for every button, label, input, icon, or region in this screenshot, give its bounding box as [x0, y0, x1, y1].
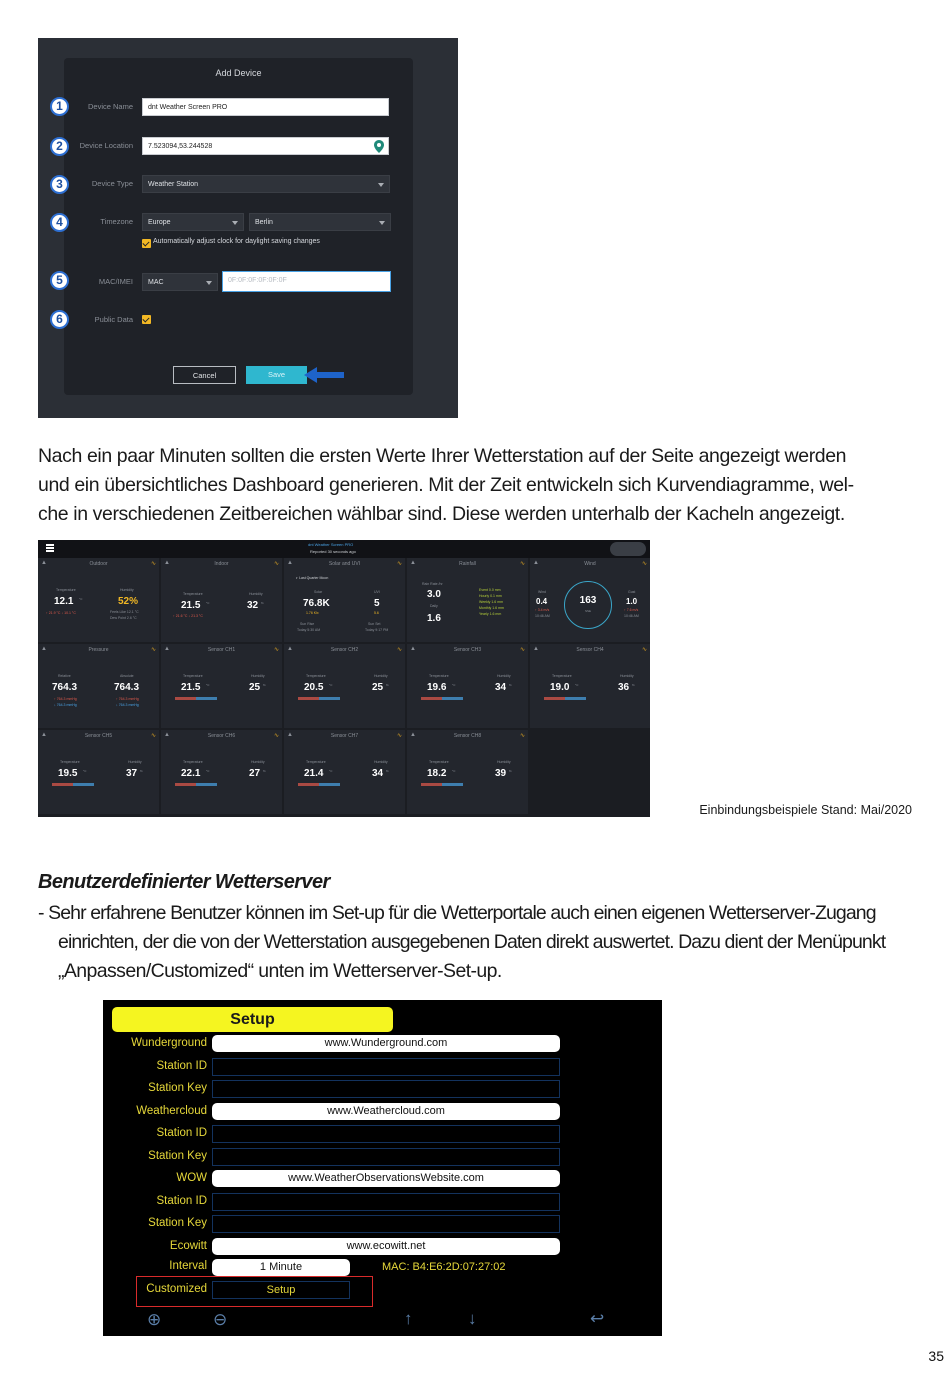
temp-label: Temperature — [552, 674, 572, 678]
temp-unit: °C — [206, 769, 210, 773]
absolute-min: ↓ 764.3 mmHg — [116, 703, 139, 707]
setup-row-label: Ecowitt — [169, 1239, 207, 1252]
temp-unit: °C — [206, 683, 210, 687]
chart-icon[interactable]: ∿ — [641, 647, 647, 653]
chart-icon[interactable]: ∿ — [519, 647, 525, 653]
temp-unit: °C — [329, 769, 333, 773]
tile-title: Sensor CH3 — [453, 647, 482, 653]
tile-title: Sensor CH7 — [330, 733, 359, 739]
server-url-field[interactable]: www.Weathercloud.com — [212, 1103, 560, 1120]
setup-title: Setup — [112, 1007, 393, 1032]
station-field[interactable] — [212, 1058, 560, 1076]
humidity-value: 34 — [372, 768, 384, 779]
gust-value: 1.0 — [626, 597, 638, 606]
tile-solar-uvi[interactable] — [284, 558, 405, 642]
tile-sensor-ch4[interactable] — [530, 644, 650, 728]
location-pin-icon[interactable] — [374, 140, 384, 153]
paragraph-line-3: che in verschiedenen Zeitbereichen wählbar sind. Diese werden unterhalb der Kacheln angezeigt. — [38, 503, 845, 525]
relative-value: 764.3 — [52, 682, 78, 693]
temp-range-bar — [298, 697, 340, 700]
gust-max: ↑ 7.6 m/s — [624, 608, 639, 612]
tile-sensor-ch6[interactable] — [161, 730, 282, 814]
tile-outdoor[interactable] — [38, 558, 159, 642]
wind-direction: 163 — [579, 595, 597, 606]
paragraph-line-2: und ein übersichtliches Dashboard generieren. Mit der Zeit entwickeln sich Kurvendiagramme, wel- — [38, 474, 854, 496]
dialog-title: Add Device — [215, 68, 262, 78]
public-data-checkbox[interactable] — [142, 315, 151, 324]
humidity-value: 25 — [249, 682, 261, 693]
server-url-field[interactable]: www.WeatherObservationsWebsite.com — [212, 1170, 560, 1187]
chart-icon[interactable]: ∿ — [396, 561, 402, 567]
station-field[interactable] — [212, 1125, 560, 1143]
step-badge-1: 1 — [50, 97, 69, 116]
bell-icon[interactable]: ▲ — [164, 646, 170, 652]
humidity-label: Humidity — [374, 760, 388, 764]
step-badge-3: 3 — [50, 175, 69, 194]
timezone-region-select[interactable] — [142, 213, 244, 231]
add-device-screenshot — [38, 38, 458, 418]
temp-unit: °C — [83, 769, 87, 773]
temp-range: ↑ 21.6 °C ↓ 21.3 °C — [173, 614, 203, 618]
temp-range-bar — [544, 697, 586, 700]
reported-time: Reported 30 seconds ago — [310, 549, 356, 554]
relative-label: Relative — [58, 674, 71, 678]
setup-row-label: WOW — [176, 1172, 207, 1184]
chart-icon[interactable]: ∿ — [519, 733, 525, 739]
dew-point: Dew Point 2.6 °C — [110, 616, 137, 620]
tile-title: Outdoor — [89, 561, 108, 567]
sunrise-label: Sun Rise — [300, 622, 315, 626]
temp-label: Temperature — [429, 674, 449, 678]
humidity-value: 27 — [249, 768, 261, 779]
tile-sensor-ch8[interactable] — [407, 730, 528, 814]
temp-unit: °C — [329, 683, 333, 687]
temp-value: 22.1 — [181, 768, 201, 779]
temp-value: 20.5 — [304, 682, 324, 693]
chart-icon[interactable]: ∿ — [150, 561, 156, 567]
rain-rate-value: 3.0 — [427, 589, 441, 600]
solar-value: 76.8K — [303, 598, 330, 609]
temp-label: Temperature — [56, 588, 76, 592]
image-caption: Einbindungsbeispiele Stand: Mai/2020 — [699, 803, 912, 817]
timezone-region-value: Europe — [148, 219, 171, 226]
step-badge-2: 2 — [50, 137, 69, 156]
humidity-label: Humidity — [497, 674, 511, 678]
tile-sensor-ch1[interactable] — [161, 644, 282, 728]
public-data-label: Public Data — [94, 315, 133, 324]
bell-icon[interactable]: ▲ — [41, 732, 47, 738]
gust-max-time: 10:46 AM — [624, 614, 639, 618]
bullet-line-3: „Anpassen/Customized“ unten im Wetterserver-Set-up. — [58, 960, 502, 982]
bell-icon[interactable]: ▲ — [410, 646, 416, 652]
station-field[interactable] — [212, 1080, 560, 1098]
chart-icon[interactable]: ∿ — [150, 733, 156, 739]
uvi-value: 5 — [374, 598, 380, 609]
relative-min: ↓ 764.3 mmHg — [54, 703, 77, 707]
location-value: 7.523094,53.244528 — [148, 143, 213, 150]
wind-max: ↑ 3.4 m/s — [535, 608, 550, 612]
tile-title: Sensor CH1 — [207, 647, 236, 653]
humidity-value: 52% — [118, 596, 139, 607]
temp-label: Temperature — [429, 760, 449, 764]
chevron-down-icon — [378, 183, 384, 187]
humidity-label: Humidity — [251, 760, 265, 764]
menu-icon[interactable] — [46, 544, 54, 546]
humidity-unit: % — [386, 769, 389, 773]
tile-title: Rainfall — [459, 561, 476, 567]
bell-icon[interactable]: ▲ — [41, 646, 47, 652]
temp-value: 21.5 — [181, 682, 201, 693]
humidity-label: Humidity — [374, 674, 388, 678]
temp-label: Temperature — [183, 674, 203, 678]
rain-daily-label: Daily — [430, 604, 438, 608]
setup-row-label: Station ID — [156, 1194, 207, 1207]
absolute-value: 764.3 — [114, 682, 140, 693]
relative-max: ↑ 764.3 mmHg — [54, 697, 77, 701]
dashboard-topbar — [38, 540, 650, 558]
temp-value: 21.4 — [304, 768, 324, 779]
wind-value: 0.4 — [536, 597, 548, 606]
moon-phase: ◐ Last Quarter Moon — [296, 576, 329, 580]
mac-address: MAC: B4:E6:2D:07:27:02 — [382, 1261, 506, 1273]
station-field[interactable] — [212, 1215, 560, 1233]
uvi-label: UVI — [374, 590, 380, 594]
server-url-field[interactable]: www.Wunderground.com — [212, 1035, 560, 1052]
bell-icon[interactable]: ▲ — [533, 560, 539, 566]
chart-icon[interactable]: ∿ — [273, 561, 279, 567]
device-name-label: Device Name — [87, 102, 133, 111]
setup-row-label: Station Key — [148, 1082, 207, 1094]
station-field[interactable] — [212, 1148, 560, 1166]
temp-range-bar — [298, 783, 340, 786]
temp-label: Temperature — [306, 760, 326, 764]
moon-phase-text: Last Quarter Moon — [299, 576, 329, 580]
customized-setup-button[interactable]: Setup — [212, 1281, 350, 1299]
bell-icon[interactable]: ▲ — [533, 646, 539, 652]
temp-range-bar — [421, 783, 463, 786]
humidity-value: 25 — [372, 682, 384, 693]
dst-label: Automatically adjust clock for daylight saving changes — [153, 238, 320, 245]
cancel-button[interactable]: Cancel — [173, 366, 236, 384]
bell-icon[interactable]: ▲ — [41, 560, 47, 566]
tile-title: Sensor CH6 — [207, 733, 236, 739]
tile-sensor-ch7[interactable] — [284, 730, 405, 814]
timezone-label: Timezone — [100, 217, 133, 226]
bell-icon[interactable]: ▲ — [410, 560, 416, 566]
paragraph-line-1: Nach ein paar Minuten sollten die ersten Werte Ihrer Wetterstation auf der Seite angezeigt werden — [38, 445, 847, 467]
temp-value: 12.1 — [54, 596, 74, 607]
tile-sensor-ch2[interactable] — [284, 644, 405, 728]
temp-label: Temperature — [60, 760, 80, 764]
temp-value: 19.5 — [58, 768, 78, 779]
chart-icon[interactable]: ∿ — [396, 647, 402, 653]
humidity-unit: % — [386, 683, 389, 687]
temp-unit: °C — [575, 683, 579, 687]
humidity-unit: % — [263, 683, 266, 687]
mac-type-select[interactable] — [142, 273, 218, 291]
humidity-label: Humidity — [120, 588, 134, 592]
tile-title: Sensor CH4 — [576, 647, 604, 653]
chart-icon[interactable]: ∿ — [150, 647, 156, 653]
temp-range-bar — [175, 783, 217, 786]
tile-title: Pressure — [88, 647, 109, 653]
device-type-select[interactable] — [142, 175, 390, 193]
temp-label: Temperature — [183, 760, 203, 764]
interval-select[interactable]: 1 Minute — [212, 1259, 350, 1276]
chart-icon[interactable]: ∿ — [519, 561, 525, 567]
interval-label: Interval — [169, 1260, 207, 1272]
temp-range-bar — [175, 697, 217, 700]
rain-monthly: Monthly 1.6 mm — [479, 606, 504, 610]
feels-like: Feels Like 12.1 °C — [110, 610, 139, 614]
wind-max-time: 10:46 AM — [535, 614, 550, 618]
temp-unit: °C — [452, 683, 456, 687]
temp-value: 19.6 — [427, 682, 447, 693]
arrow-down-icon[interactable]: ↓ — [468, 1309, 477, 1328]
rain-event: Event 0.0 mm — [479, 588, 501, 592]
tile-sensor-ch3[interactable] — [407, 644, 528, 728]
absolute-max: ↑ 764.3 mmHg — [116, 697, 139, 701]
temp-label: Temperature — [183, 592, 203, 596]
temp-unit: °C — [452, 769, 456, 773]
step-badge-5: 5 — [50, 271, 69, 290]
device-name-input[interactable]: dnt Weather Screen PRO — [142, 98, 389, 116]
user-avatar[interactable] — [610, 542, 646, 556]
tile-title: Solar and UVI — [328, 561, 361, 567]
chevron-down-icon — [232, 221, 238, 225]
back-icon[interactable]: ↩ — [590, 1309, 605, 1328]
chart-icon[interactable]: ∿ — [273, 647, 279, 653]
temp-value: 19.0 — [550, 682, 570, 693]
temp-range: ↑ 21.9 °C ↓ 10.1 °C — [46, 611, 76, 615]
device-location-label: Device Location — [79, 141, 133, 150]
empty-tile — [530, 730, 650, 817]
humidity-value: 36 — [618, 682, 630, 693]
humidity-unit: % — [509, 683, 512, 687]
device-type-label: Device Type — [91, 179, 133, 188]
sunrise-time: Today 5:30 AM — [297, 628, 321, 632]
chart-icon[interactable]: ∿ — [273, 733, 279, 739]
gust-label: Gust — [628, 590, 636, 594]
timezone-city-select[interactable] — [249, 213, 391, 231]
temp-unit: °C — [79, 597, 83, 601]
chart-icon[interactable]: ∿ — [396, 733, 402, 739]
device-location-input[interactable] — [142, 137, 389, 155]
humidity-unit: % — [140, 769, 143, 773]
humidity-label: Humidity — [251, 674, 265, 678]
setup-row-label: Wunderground — [131, 1037, 207, 1049]
zoom-out-icon[interactable]: ⊖ — [213, 1310, 228, 1329]
bell-icon[interactable]: ▲ — [164, 560, 170, 566]
temp-range-bar — [52, 783, 94, 786]
mac-type-value: MAC — [148, 279, 164, 286]
setup-row-label: Station ID — [156, 1127, 207, 1139]
tile-sensor-ch5[interactable] — [38, 730, 159, 814]
humidity-label: Humidity — [249, 592, 263, 596]
device-type-value: Weather Station — [148, 181, 199, 188]
tile-wind[interactable] — [530, 558, 650, 642]
sunset-label: Sun Set — [368, 622, 381, 626]
humidity-label: Humidity — [128, 760, 142, 764]
tile-title: Wind — [584, 561, 596, 567]
wind-label: Wind — [538, 590, 546, 594]
mac-address-input[interactable]: 0F:0F:0F:0F:0F:0F — [222, 271, 391, 292]
absolute-label: Absolute — [120, 674, 134, 678]
setup-row-label: Station ID — [156, 1059, 207, 1072]
chevron-down-icon — [206, 281, 212, 285]
rain-rate-label: Rain Rate /hr — [422, 582, 443, 586]
rain-daily-value: 1.6 — [427, 613, 441, 624]
solar-label: Solar — [314, 590, 323, 594]
rain-weekly: Weekly 1.6 mm — [479, 600, 504, 604]
sunset-time: Today 9:17 PM — [365, 628, 389, 632]
solar-lux: 1.76 Klx — [306, 611, 319, 615]
humidity-unit: % — [263, 769, 266, 773]
humidity-unit: % — [632, 683, 635, 687]
temp-value: 18.2 — [427, 768, 447, 779]
setup-row-label: Station Key — [148, 1149, 207, 1162]
section-heading: Benutzerdefinierter Wetterserver — [38, 871, 330, 893]
mac-imei-label: MAC/IMEI — [98, 277, 133, 286]
tile-title: Sensor CH2 — [330, 647, 359, 653]
tile-title: Indoor — [214, 561, 229, 567]
save-button[interactable]: Save — [246, 366, 307, 384]
humidity-label: Humidity — [620, 674, 634, 678]
humidity-unit: % — [261, 601, 264, 605]
chart-icon[interactable]: ∿ — [641, 561, 647, 567]
tile-title: Sensor CH5 — [84, 733, 113, 739]
timezone-city-value: Berlin — [255, 219, 273, 226]
humidity-value: 32 — [247, 600, 259, 611]
bell-icon[interactable]: ▲ — [164, 732, 170, 738]
step-badge-6: 6 — [50, 310, 69, 329]
temp-range-bar — [421, 697, 463, 700]
arrow-left-icon — [304, 367, 344, 383]
customized-label: Customized — [146, 1283, 207, 1295]
chevron-down-icon — [379, 221, 385, 225]
setup-row-label: Weathercloud — [136, 1104, 207, 1117]
dashboard-screenshot — [38, 540, 650, 817]
bullet-line-1: - Sehr erfahrene Benutzer können im Set-up für die Wetterportale auch einen eigenen Wetterserver-Zugang — [38, 902, 876, 924]
station-field[interactable] — [212, 1193, 560, 1211]
humidity-value: 37 — [126, 768, 138, 779]
bell-icon[interactable]: ▲ — [410, 732, 416, 738]
tile-rainfall[interactable] — [407, 558, 528, 642]
step-badge-4: 4 — [50, 213, 69, 232]
tile-pressure[interactable] — [38, 644, 159, 728]
bell-icon[interactable]: ▲ — [287, 732, 293, 738]
humidity-value: 39 — [495, 768, 507, 779]
bullet-line-2: einrichten, der die von der Wetterstation ausgegebenen Daten direkt auswertet. Dazu dient der Menüpunkt — [58, 931, 886, 953]
rain-hourly: Hourly 0.1 mm — [479, 594, 502, 598]
humidity-unit: % — [509, 769, 512, 773]
device-selector[interactable]: dnt Weather Screen PRO — [308, 542, 354, 547]
uvi-sub: 5.6 — [374, 611, 379, 615]
rain-yearly: Yearly 1.6 mm — [479, 612, 502, 616]
server-url-field[interactable]: www.ecowitt.net — [212, 1238, 560, 1255]
page-number: 35 — [928, 1348, 944, 1364]
zoom-in-icon[interactable]: ⊕ — [147, 1310, 162, 1329]
temp-value: 21.5 — [181, 600, 201, 611]
tile-title: Sensor CH8 — [453, 733, 482, 739]
dst-checkbox[interactable] — [142, 239, 151, 248]
temp-unit: °C — [206, 601, 210, 605]
temp-label: Temperature — [306, 674, 326, 678]
tile-indoor[interactable] — [161, 558, 282, 642]
wind-direction-unit: SSE — [584, 609, 591, 613]
setup-row-label: Station Key — [148, 1217, 207, 1229]
humidity-value: 34 — [495, 682, 507, 693]
setup-screenshot — [103, 1000, 662, 1336]
bell-icon[interactable]: ▲ — [287, 560, 293, 566]
bell-icon[interactable]: ▲ — [287, 646, 293, 652]
humidity-label: Humidity — [497, 760, 511, 764]
arrow-up-icon[interactable]: ↑ — [404, 1309, 413, 1328]
